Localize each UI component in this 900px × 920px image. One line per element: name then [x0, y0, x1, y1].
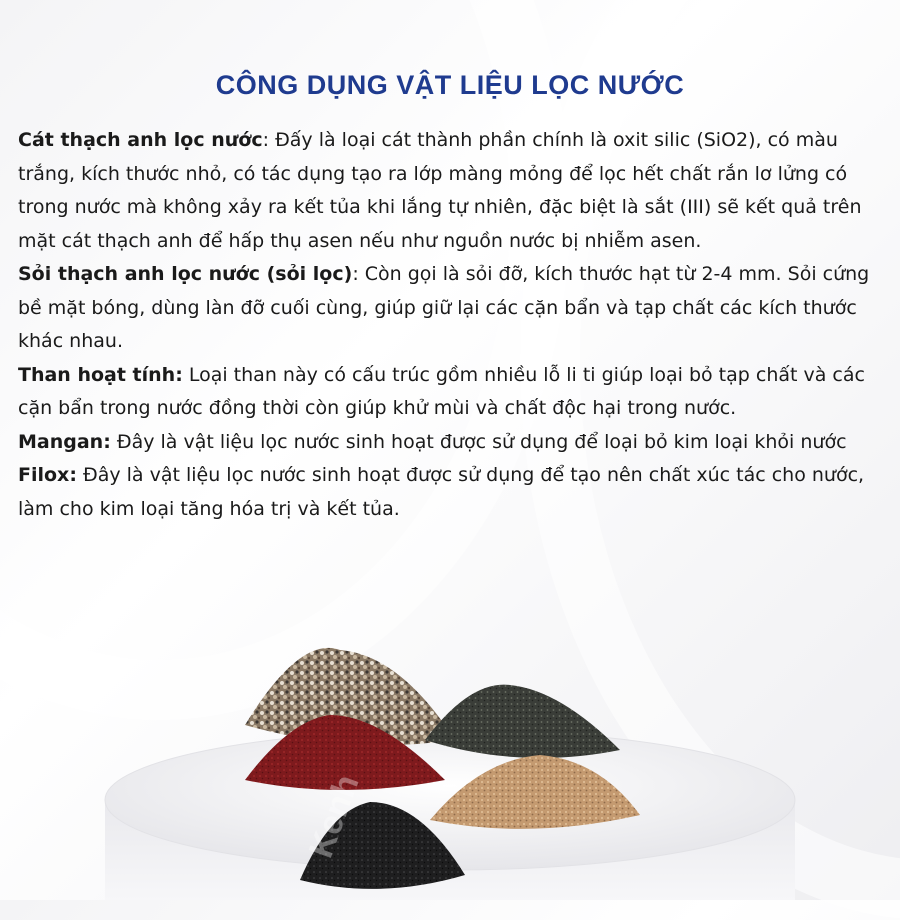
paragraph-text: Còn gọi là sỏi đỡ, kích thước hạt từ 2-4 mm. Sỏi cứng bề mặt bóng, dùng làn đỡ cuối cùng, giúp giữ lại các cặn bẩn và tạp chất các kích thước khác nhau. [18, 263, 870, 352]
term-label: Sỏi thạch anh lọc nước (sỏi lọc) [18, 263, 353, 285]
paragraph-text: Đây là vật liệu lọc nước sinh hoạt được sử dụng để tạo nên chất xúc tác cho nước, làm cho kim loại tăng hóa trị và kết tủa. [18, 464, 865, 520]
paragraph-text: Đấy là loại cát thành phần chính là oxit silic (SiO2), có màu trắng, kích thước nhỏ, có tác dụng tạo ra lớp màng mỏng để lọc hết chất rắn lơ lửng có trong nước mà không xảy ra kết tủa khi lắng tự nhiên, đặc biệt là sắt (III) sẽ kết quả trên mặt cát thạch anh để hấp thụ asen nếu như nguồn nước bị nhiễm asen. [18, 129, 862, 252]
paragraph-mangan [18, 426, 880, 460]
page-title: CÔNG DỤNG VẬT LIỆU LỌC NƯỚC [215, 70, 685, 100]
paragraph-text: Loại than này có cấu trúc gồm nhiều lỗ li ti giúp loại bỏ tạp chất và các cặn bẩn trong nước đồng thời còn giúp khử mùi và chất độc hại trong nước. [18, 363, 865, 419]
term-label: Cát thạch anh lọc nước [18, 129, 263, 151]
article-body [18, 124, 880, 526]
paragraph-quartz-gravel: Sỏi thạch anh lọc nước (sỏi lọc): Còn gọi là sỏi đỡ, kích thước hạt từ 2-4 mm. Sỏi cứng bề mặt bóng, dùng làn đỡ cuối cùng, giúp giữ lại các cặn bẩn và tạp chất các kích thước khác nhau. [18, 263, 870, 352]
dark-sand-pile [425, 685, 620, 758]
paragraph-filox [18, 459, 880, 526]
term-label: Mangan: [18, 430, 111, 453]
paragraph-quartz-sand: Cát thạch anh lọc nước: Đấy là loại cát thành phần chính là oxit silic (SiO2), có màu trắng, kích thước nhỏ, có tác dụng tạo ra lớp màng mỏng để lọc hết chất rắn lơ lửng có trong nước mà không xảy ra kết tủa khi lắng tự nhiên, đặc biệt là sắt (III) sẽ kết quả trên mặt cát thạch anh để hấp thụ asen nếu như nguồn nước bị nhiễm asen. [18, 129, 862, 252]
paragraph-text: Đây là vật liệu lọc nước sinh hoạt được sử dụng để loại bỏ kim loại khỏi nước [116, 430, 847, 453]
filter-materials-image [0, 630, 900, 900]
term-label: Filox: [18, 464, 77, 486]
paragraph-activated-carbon [18, 359, 880, 426]
watermark: Kenh [301, 769, 367, 863]
term-label: Than hoạt tính: [18, 363, 183, 386]
